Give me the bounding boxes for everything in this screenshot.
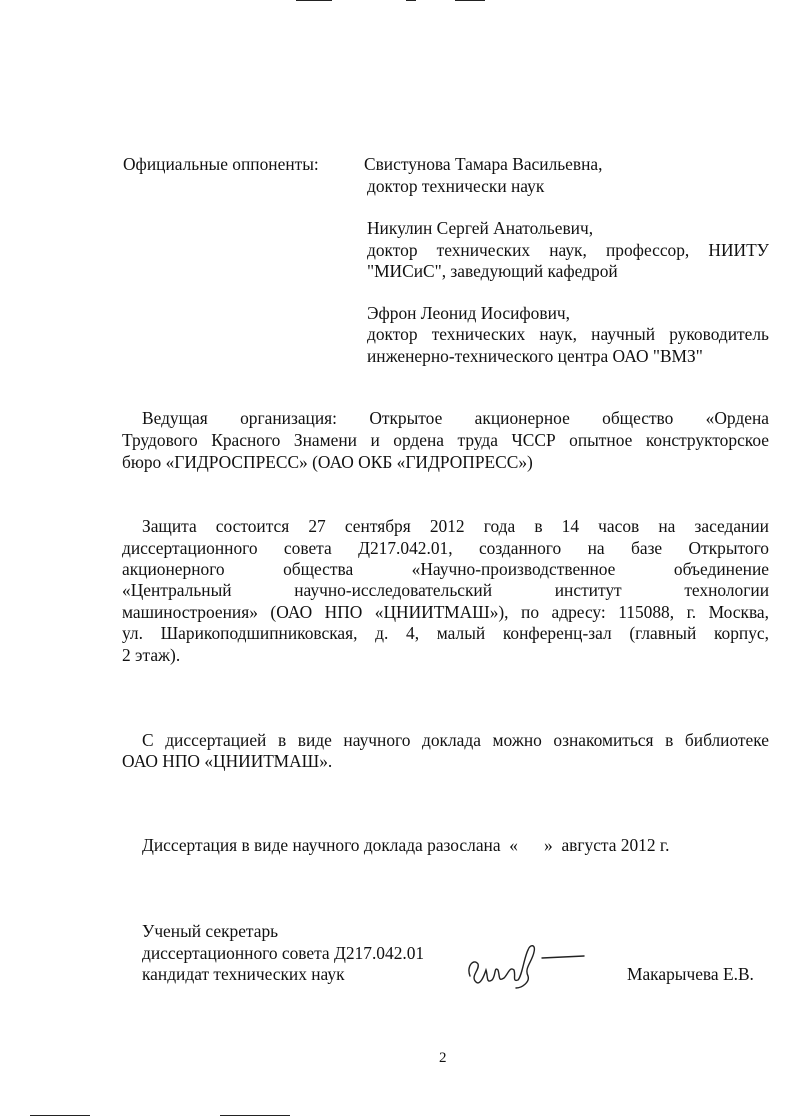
defense-line: Защита состоится 27 сентября 2012 года в 14 часов на заседании [142,516,769,536]
lead-org-line: Трудового Красного Знамени и ордена труда ЧССР опытное конструкторское [122,430,769,450]
secretary-title: кандидат технических наук [142,964,345,984]
lead-org-line: бюро «ГИДРОСПРЕСС» (ОАО ОКБ «ГИДРОПРЕСС») [122,452,533,472]
defense-line: ул. Шарикоподшипниковская, д. 4, малый конференц-зал (главный корпус, [122,623,769,643]
secretary-title: Ученый секретарь [142,921,279,941]
scan-artifact-top [296,0,332,1]
opponent-name: Никулин Сергей Анатольевич, [367,218,594,238]
mailing-date-line: Диссертация в виде научного доклада разослана « » августа 2012 г. [142,835,670,855]
library-line: ОАО НПО «ЦНИИТМАШ». [122,751,333,771]
defense-line: 2 этаж). [122,645,181,665]
opponents-label: Официальные оппоненты: [123,154,319,174]
page-number: 2 [439,1050,447,1066]
signature [462,936,592,996]
opponent-details: "МИСиС", заведующий кафедрой [367,261,618,281]
secretary-title: диссертационного совета Д217.042.01 [142,943,425,963]
scan-artifact-top [455,0,485,1]
library-line: С диссертацией в виде научного доклада можно ознакомиться в библиотеке [142,730,769,750]
defense-line: диссертационного совета Д217.042.01, созданного на базе Открытого [122,538,769,558]
scan-artifact-top [406,0,416,1]
defense-line: машиностроения» (ОАО НПО «ЦНИИТМАШ»), по адресу: 115088, г. Москва, [122,602,769,622]
defense-line: акционерного общества «Научно-производственное объединение [122,559,769,579]
opponent-details: инженерно-технического центра ОАО "ВМЗ" [367,346,703,366]
opponent-details: доктор технических наук, научный руководитель [367,324,769,344]
opponent-details: доктор технически наук [367,176,545,196]
scan-artifact-bottom [30,1115,90,1116]
opponent-name: Эфрон Леонид Иосифович, [367,303,570,323]
lead-org-line: Ведущая организация: Открытое акционерное общество «Ордена [142,408,769,428]
scan-artifact-bottom [220,1115,290,1116]
opponent-name: Свистунова Тамара Васильевна, [364,154,603,174]
opponent-details: доктор технических наук, профессор, НИИТУ [367,240,769,260]
secretary-name: Макарычева Е.В. [627,964,754,984]
defense-line: «Центральный научно-исследовательский институт технологии [122,580,769,600]
